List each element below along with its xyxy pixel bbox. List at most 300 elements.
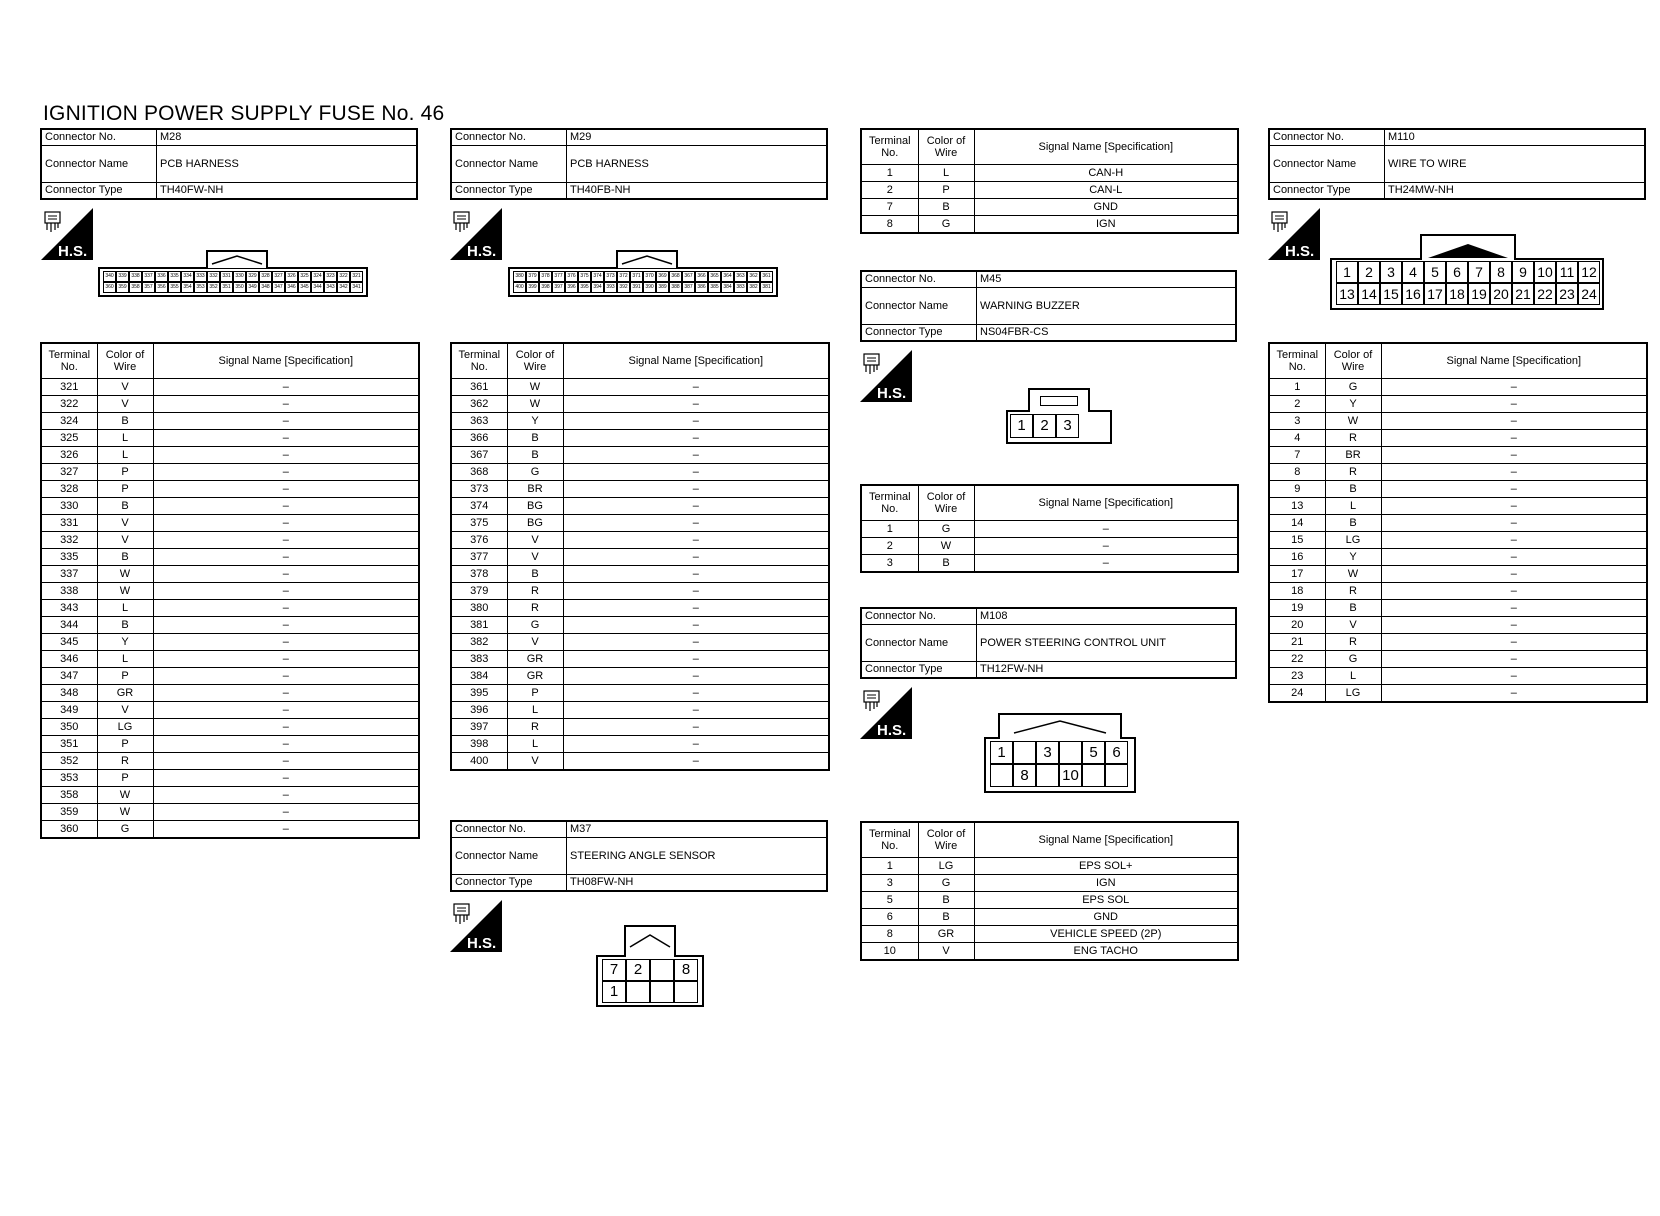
m28-connector-info [40,128,418,200]
connector-pin: 347 [272,282,285,293]
signal-name: – [1381,498,1647,515]
connector-pin: 349 [246,282,259,293]
signal-name: – [1381,634,1647,651]
table-row [451,464,829,481]
connector-pin [1082,764,1105,787]
connector-pin: 344 [311,282,324,293]
terminal-no: 22 [1269,651,1325,668]
connector-pin: 357 [142,282,155,293]
table-row [451,549,829,566]
table-row [1269,498,1647,515]
connector-pin: 365 [708,271,721,282]
connector-pin: 10 [1534,261,1556,283]
connector-pin: 380 [513,271,526,282]
connector-pin: 333 [194,271,207,282]
table-row [451,719,829,736]
wire-color: L [918,165,974,182]
signal-name: IGN [974,875,1238,892]
table-row [41,719,419,736]
connector-pin: 1 [602,981,626,1003]
connector-pin: 350 [233,282,246,293]
terminal-no: 3 [861,555,918,573]
terminal-no: 8 [861,216,918,234]
connector-pin: 353 [194,282,207,293]
wire-color: B [97,413,153,430]
terminal-no: 363 [451,413,507,430]
connector-type-value: TH08FW-NH [567,875,828,892]
page-title: IGNITION POWER SUPPLY FUSE No. 46 [43,102,445,125]
table-row [451,498,829,515]
table-row [451,583,829,600]
connector-pin: 384 [721,282,734,293]
signal-name: – [153,532,419,549]
signal-name: – [563,583,829,600]
color-of-wire-header: Color of Wire [918,485,974,521]
terminal-no: 1 [861,858,918,875]
connector-pin: 376 [565,271,578,282]
connector-pin: 3 [1380,261,1402,283]
table-row [1269,583,1647,600]
svg-text:H.S.: H.S. [877,385,907,402]
harness-side-icon [860,350,912,402]
signal-name: – [1381,413,1647,430]
connector-name-value: PCB HARNESS [157,146,418,183]
connector-pin: 362 [747,271,760,282]
terminal-no: 2 [861,538,918,555]
connector-pin: 370 [643,271,656,282]
table-row [1269,464,1647,481]
connector-pin: 359 [116,282,129,293]
signal-name: – [563,753,829,771]
terminal-no: 3 [861,875,918,892]
terminal-no: 2 [861,182,918,199]
wire-color: R [507,583,563,600]
connector-pin: 345 [298,282,311,293]
signal-name: – [563,600,829,617]
table-row [41,498,419,515]
connector-no-value: M108 [977,608,1237,625]
connector-pin: 348 [259,282,272,293]
connector-no-label: Connector No. [451,129,567,146]
wire-color: GR [918,926,974,943]
connector-pin: 5 [1082,741,1105,764]
table-row [41,804,419,821]
wire-color: W [1325,413,1381,430]
svg-text:H.S.: H.S. [1285,243,1315,260]
connector-no-value: M110 [1385,129,1646,146]
table-row [41,549,419,566]
signal-name: – [1381,447,1647,464]
terminal-no: 4 [1269,430,1325,447]
terminal-no: 344 [41,617,97,634]
connector-pin: 5 [1424,261,1446,283]
wire-color: G [918,216,974,234]
wire-color: LG [1325,532,1381,549]
connector-pin: 392 [617,282,630,293]
harness-side-icon [450,900,502,952]
table-row [41,668,419,685]
signal-name: – [563,532,829,549]
connector-pin [650,981,674,1003]
connector-pin: 400 [513,282,526,293]
connector-name-value: WIRE TO WIRE [1385,146,1646,183]
wire-color: L [97,430,153,447]
table-row [861,521,1238,538]
signal-name-header: Signal Name [Specification] [153,343,419,379]
wire-color: B [507,447,563,464]
connector-pin: 341 [350,282,363,293]
connector-pin [650,959,674,981]
signal-name: – [153,702,419,719]
terminal-no: 351 [41,736,97,753]
table-row [1269,549,1647,566]
svg-text:H.S.: H.S. [877,722,907,739]
terminal-no: 322 [41,396,97,413]
terminal-no: 358 [41,787,97,804]
table-row [451,685,829,702]
wire-color: L [1325,498,1381,515]
terminal-no: 337 [41,566,97,583]
terminal-no: 349 [41,702,97,719]
connector-pin: 7 [1468,261,1490,283]
connector-latch [616,250,678,268]
wire-color: R [1325,634,1381,651]
signal-name: – [153,583,419,600]
terminal-no: 321 [41,379,97,396]
table-row [1269,532,1647,549]
signal-name: – [153,753,419,770]
signal-name: – [153,396,419,413]
terminal-no-header: Terminal No. [861,485,918,521]
signal-name: – [1381,532,1647,549]
table-row [1269,634,1647,651]
wire-color: V [918,943,974,961]
connector-pin: 351 [220,282,233,293]
connector-pin: 336 [155,271,168,282]
wire-color: GR [507,668,563,685]
wire-color: B [918,555,974,573]
signal-name: – [153,430,419,447]
table-row [1269,447,1647,464]
connector-pin: 3 [1056,414,1079,438]
connector-pin: 355 [168,282,181,293]
table-row [41,617,419,634]
wire-color: LG [97,719,153,736]
connector-pin: 331 [220,271,233,282]
table-row [861,892,1238,909]
terminal-no: 338 [41,583,97,600]
table-row [41,566,419,583]
wire-color: W [97,787,153,804]
wire-color: BG [507,498,563,515]
terminal-no: 13 [1269,498,1325,515]
connector-pin: 364 [721,271,734,282]
wire-color: B [1325,515,1381,532]
connector-type-value: TH40FB-NH [567,183,828,200]
table-row [1269,668,1647,685]
connector-pin [1105,764,1128,787]
connector-pin: 20 [1490,283,1512,305]
terminal-no: 14 [1269,515,1325,532]
connector-pin: 13 [1336,283,1358,305]
terminal-no: 376 [451,532,507,549]
connector-pin: 385 [708,282,721,293]
connector-pin: 21 [1512,283,1534,305]
connector-pin: 372 [617,271,630,282]
connector-pin: 8 [1013,764,1036,787]
table-row [861,943,1238,961]
connector-pin: 358 [129,282,142,293]
connector-no-label: Connector No. [451,821,567,838]
harness-side-icon [450,208,502,260]
connector-latch [1420,234,1516,260]
table-row [41,396,419,413]
terminal-no: 15 [1269,532,1325,549]
table-row [41,583,419,600]
connector-pin: 2 [1358,261,1380,283]
connector-pin: 375 [578,271,591,282]
connector-pin: 377 [552,271,565,282]
signal-name: – [1381,430,1647,447]
wire-color: W [918,538,974,555]
connector-name-label: Connector Name [451,838,567,875]
signal-name: – [153,498,419,515]
connector-pin: 396 [565,282,578,293]
connector-pin: 16 [1402,283,1424,305]
connector-pin: 327 [272,271,285,282]
signal-name: – [563,685,829,702]
connector-pin: 324 [311,271,324,282]
wire-color: B [507,566,563,583]
table-row [41,413,419,430]
connector-no-label: Connector No. [1269,129,1385,146]
table-row [451,651,829,668]
wire-color: LG [1325,685,1381,703]
connector-no-value: M45 [977,271,1237,288]
wire-color: V [97,396,153,413]
table-row [1269,617,1647,634]
wire-color: B [97,498,153,515]
connector-pin: 15 [1380,283,1402,305]
wire-color: GR [507,651,563,668]
signal-name: – [153,413,419,430]
table-row [1269,481,1647,498]
wire-color: P [97,736,153,753]
connector-pin: 1 [1010,414,1033,438]
connector-pin: 335 [168,271,181,282]
signal-name: – [563,379,829,396]
wire-color: G [918,875,974,892]
terminal-no: 379 [451,583,507,600]
connector-pin: 1 [1336,261,1358,283]
connector-pin: 398 [539,282,552,293]
table-row [861,926,1238,943]
terminal-no: 361 [451,379,507,396]
table-row [41,651,419,668]
connector-type-label: Connector Type [451,875,567,892]
connector-pin: 339 [116,271,129,282]
terminal-no: 1 [1269,379,1325,396]
connector-pin: 369 [656,271,669,282]
signal-name: – [153,685,419,702]
signal-name: – [1381,549,1647,566]
connector-pin: 352 [207,282,220,293]
m37-connector-info [450,820,828,892]
terminal-no: 380 [451,600,507,617]
color-of-wire-header: Color of Wire [918,822,974,858]
connector-pin: 18 [1446,283,1468,305]
connector-pin: 399 [526,282,539,293]
wire-color: P [97,668,153,685]
terminal-no: 324 [41,413,97,430]
signal-name: VEHICLE SPEED (2P) [974,926,1238,943]
terminal-no-header: Terminal No. [41,343,97,379]
connector-pin: 10 [1059,764,1082,787]
connector-pin [990,764,1013,787]
wire-color: V [1325,617,1381,634]
signal-name: – [153,668,419,685]
color-of-wire-header: Color of Wire [97,343,153,379]
wire-color: Y [97,634,153,651]
connector-pin: 394 [591,282,604,293]
table-row [451,600,829,617]
connector-pin: 337 [142,271,155,282]
wire-color: W [97,583,153,600]
connector-name-value: STEERING ANGLE SENSOR [567,838,828,875]
terminal-no: 367 [451,447,507,464]
signal-name: – [1381,464,1647,481]
terminal-no: 397 [451,719,507,736]
table-row [41,821,419,839]
table-row [41,634,419,651]
table-row [861,165,1238,182]
signal-name: – [153,634,419,651]
connector-pin: 393 [604,282,617,293]
signal-name: – [563,736,829,753]
table-row [451,430,829,447]
terminal-no: 375 [451,515,507,532]
connector-no-value: M37 [567,821,828,838]
wire-color: BG [507,515,563,532]
wire-color: Y [1325,549,1381,566]
connector-pin: 354 [181,282,194,293]
terminal-no: 19 [1269,600,1325,617]
wire-color: Y [507,413,563,430]
table-row [451,617,829,634]
terminal-no: 335 [41,549,97,566]
m45-connector-info [860,270,1237,342]
connector-type-label: Connector Type [1269,183,1385,200]
signal-name: – [563,464,829,481]
wire-color: P [97,770,153,787]
terminal-no: 327 [41,464,97,481]
connector-name-label: Connector Name [861,288,977,325]
wire-color: G [507,464,563,481]
wire-color: W [97,804,153,821]
connector-pin: 8 [674,959,698,981]
signal-name-header: Signal Name [Specification] [974,129,1238,165]
m108-terminal-table [860,821,1239,961]
connector-pin: 387 [682,282,695,293]
signal-name: – [563,430,829,447]
connector-pin: 329 [246,271,259,282]
connector-type-label: Connector Type [451,183,567,200]
signal-name: CAN-H [974,165,1238,182]
connector-latch [206,250,268,268]
connector-pin: 12 [1578,261,1600,283]
signal-name: – [563,481,829,498]
terminal-no: 9 [1269,481,1325,498]
wire-color: L [97,651,153,668]
connector-pin: 22 [1534,283,1556,305]
connector-pin: 8 [1490,261,1512,283]
terminal-no: 326 [41,447,97,464]
svg-text:H.S.: H.S. [467,935,497,952]
table-row [41,753,419,770]
connector-pin: 325 [298,271,311,282]
terminal-no: 359 [41,804,97,821]
terminal-no: 368 [451,464,507,481]
terminal-no: 381 [451,617,507,634]
table-row [861,909,1238,926]
table-row [451,702,829,719]
m29-connector-face [508,267,778,297]
wire-color: P [918,182,974,199]
wire-color: P [97,464,153,481]
signal-name: – [1381,396,1647,413]
wire-color: L [97,600,153,617]
connector-pin: 368 [669,271,682,282]
signal-name: – [563,719,829,736]
wire-color: L [97,447,153,464]
wire-color: R [1325,583,1381,600]
terminal-no: 16 [1269,549,1325,566]
terminal-no: 360 [41,821,97,839]
signal-name: – [563,617,829,634]
connector-pin: 323 [324,271,337,282]
table-row [861,538,1238,555]
table-row [861,555,1238,573]
connector-pin: 328 [259,271,272,282]
connector-name-value: PCB HARNESS [567,146,828,183]
svg-text:H.S.: H.S. [58,243,88,260]
signal-name: – [563,651,829,668]
connector-type-label: Connector Type [861,325,977,342]
connector-pin: 343 [324,282,337,293]
signal-name: – [153,464,419,481]
signal-name: – [153,566,419,583]
terminal-no: 21 [1269,634,1325,651]
connector-name-value: WARNING BUZZER [977,288,1237,325]
signal-name: – [153,379,419,396]
wire-color: V [507,634,563,651]
table-row [41,481,419,498]
wire-color: G [918,521,974,538]
terminal-no: 395 [451,685,507,702]
wire-color: B [918,199,974,216]
terminal-no: 328 [41,481,97,498]
connector-pin: 361 [760,271,773,282]
connector-pin: 330 [233,271,246,282]
terminal-no: 18 [1269,583,1325,600]
wire-color: V [97,379,153,396]
wire-color: BR [1325,447,1381,464]
connector-pin [1013,741,1036,764]
signal-name: GND [974,909,1238,926]
wire-color: P [97,481,153,498]
signal-name: – [153,821,419,839]
connector-pin: 374 [591,271,604,282]
